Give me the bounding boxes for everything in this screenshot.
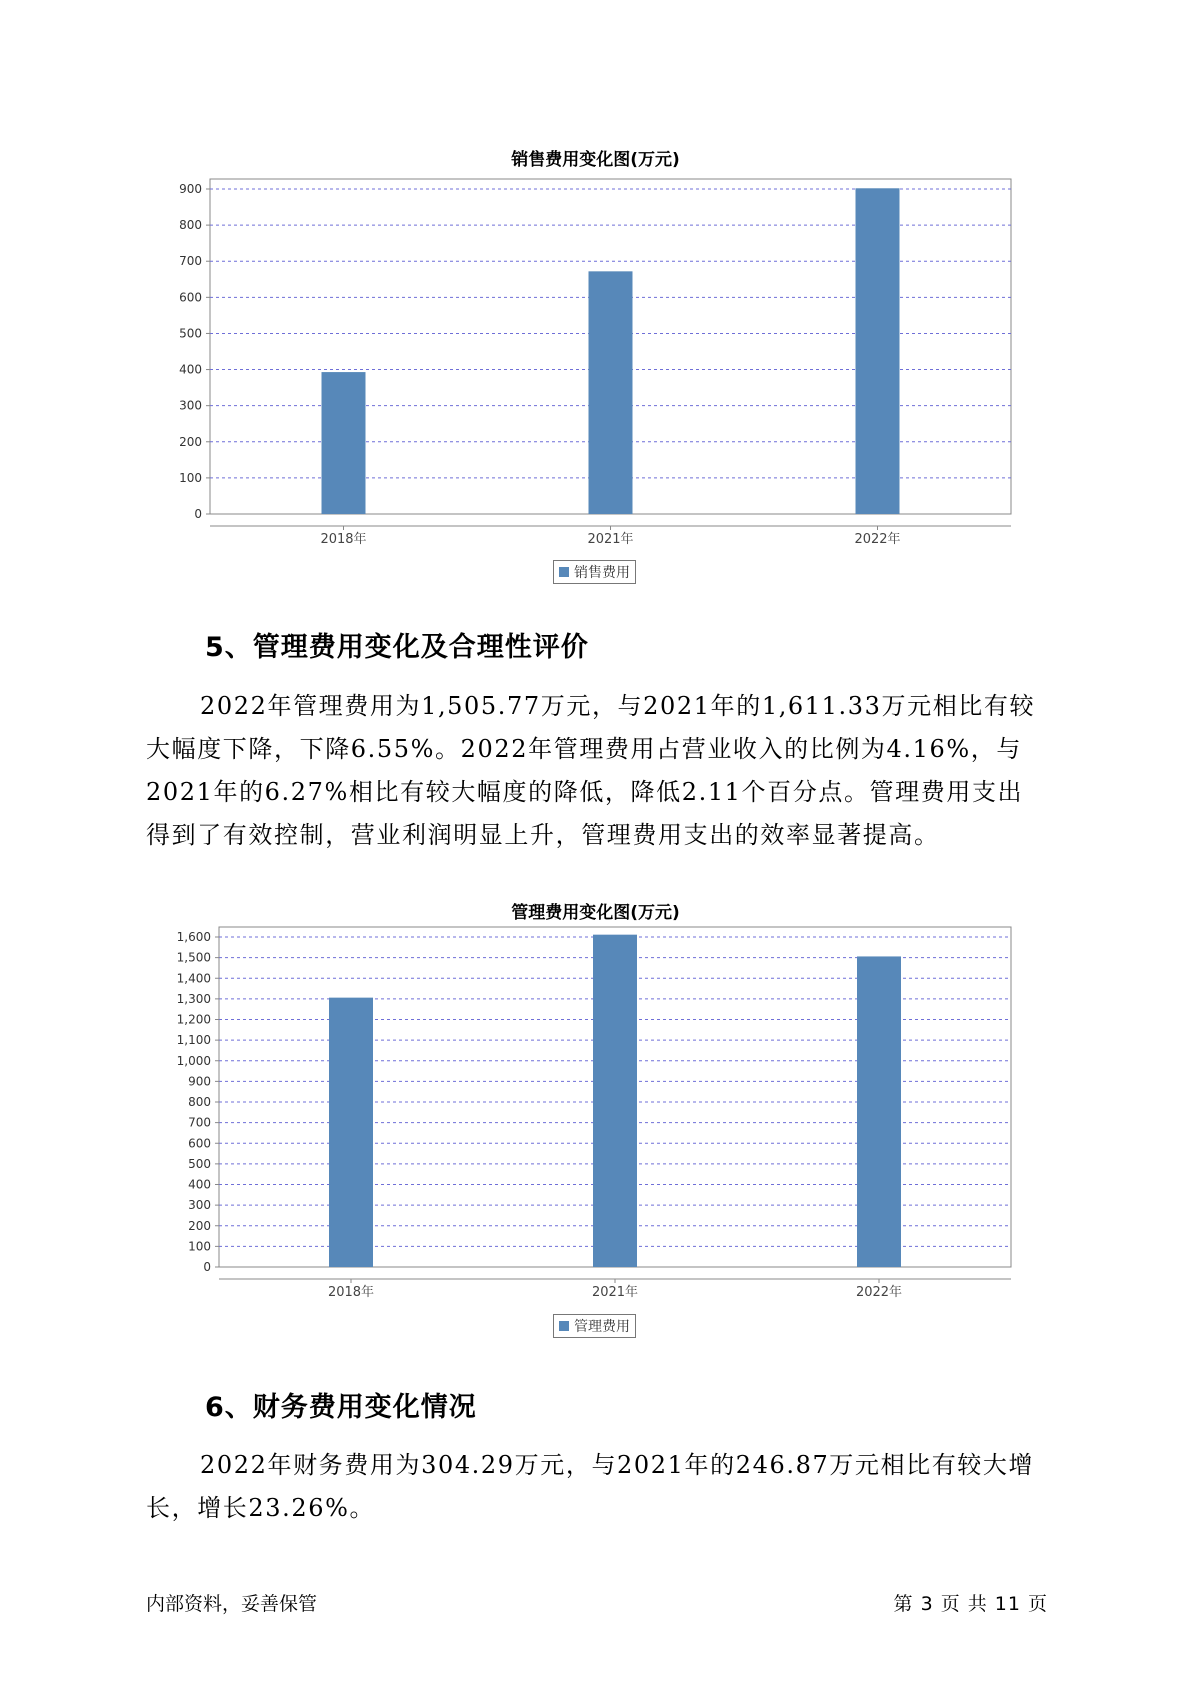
y-tick-label: 100 [188, 1239, 211, 1254]
y-tick-label: 400 [179, 362, 202, 377]
y-tick-label: 300 [179, 398, 202, 413]
x-tick-label: 2022年 [855, 1285, 903, 1300]
y-tick-label: 900 [188, 1074, 211, 1089]
footer-page-number: 第 3 页 共 11 页 [893, 1593, 1048, 1615]
y-tick-label: 0 [203, 1260, 211, 1274]
y-tick-label: 400 [188, 1177, 211, 1192]
y-tick-label: 900 [179, 182, 202, 196]
y-tick-label: 600 [179, 290, 202, 305]
y-tick-label: 1,400 [176, 971, 211, 986]
y-tick-label: 1,300 [176, 991, 211, 1006]
x-tick-label: 2018年 [320, 532, 367, 547]
legend-swatch-icon [559, 1321, 569, 1331]
y-tick-label: 700 [188, 1115, 211, 1130]
legend-admin [553, 1314, 636, 1338]
y-tick-label: 500 [179, 326, 202, 341]
x-tick-label: 2018年 [327, 1285, 375, 1300]
y-tick-label: 600 [188, 1136, 211, 1151]
chart-title-sales: 销售费用变化图(万元) [511, 150, 680, 170]
y-tick-label: 1,000 [176, 1053, 211, 1068]
y-tick-label: 700 [179, 254, 202, 269]
section-paragraph-5: 2022年管理费用为1,505.77万元，与2021年的1,611.33万元相比有较大幅度下降，下降6.55%。2022年管理费用占营业收入的比例为4.16%，与2021年的6.27%相比有较大幅度的降低，降低2.11个百分点。管理费用支出得到了有效控制，营业利润明显上升，管理费用支出的效率显著提高。 [146, 692, 1036, 849]
y-tick-label: 1,200 [176, 1012, 211, 1027]
x-tick-label: 2022年 [854, 532, 901, 547]
y-tick-label: 100 [179, 470, 202, 485]
y-tick-label: 0 [194, 507, 202, 521]
section-heading-6: 6、财务费用变化情况 [205, 1392, 477, 1423]
y-tick-label: 500 [188, 1156, 211, 1171]
y-tick-label: 300 [188, 1198, 211, 1213]
y-tick-label: 1,600 [176, 930, 211, 944]
y-tick-label: 200 [179, 434, 202, 449]
legend-label: 销售费用 [574, 565, 630, 581]
bar-2018年 [329, 998, 373, 1267]
y-tick-label: 200 [188, 1218, 211, 1233]
legend-label: 管理费用 [574, 1319, 630, 1335]
y-tick-label: 1,100 [176, 1033, 211, 1048]
chart-title-admin: 管理费用变化图(万元) [511, 903, 680, 923]
section-paragraph-6: 2022年财务费用为304.29万元，与2021年的246.87万元相比有较大增长，增长23.26%。 [146, 1451, 1035, 1522]
y-tick-label: 800 [179, 218, 202, 233]
bar-2021年 [593, 935, 637, 1267]
y-tick-label: 1,500 [176, 950, 211, 965]
x-tick-label: 2021年 [591, 1285, 639, 1300]
section-heading-5: 5、管理费用变化及合理性评价 [205, 632, 589, 663]
bar-2022年 [857, 956, 901, 1267]
footer-confidential: 内部资料，妥善保管 [146, 1593, 318, 1615]
y-tick-label: 800 [188, 1095, 211, 1109]
x-tick-label: 2021年 [587, 532, 634, 547]
